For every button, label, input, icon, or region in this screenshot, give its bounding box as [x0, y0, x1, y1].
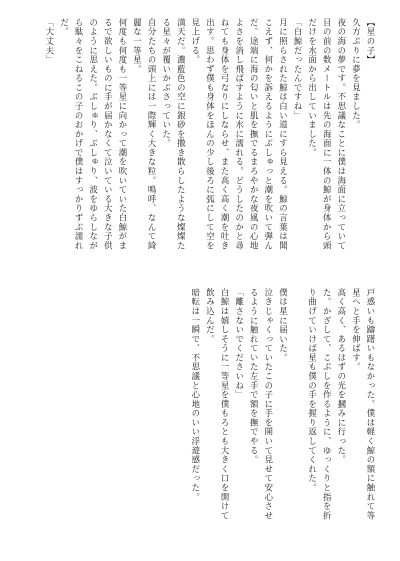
document-title: 【星の子】 [366, 18, 376, 65]
paragraph: 僕は星に届いた。 [278, 287, 289, 362]
paragraph: 満天だ。濃藍色の空に銀砂を撒き散らしたような燦燦たる星々が覆いかぶさっていた。 [161, 18, 187, 251]
vertical-text-body [22, 18, 378, 523]
blank-line [290, 288, 305, 524]
paragraph: 泣きじゃくっていたこの子に手を開いて見せて安心させるように触れていた左手で額を撫でやる。 [249, 287, 274, 520]
paragraph: 戸惑いも躊躇いもなかった。僕は軽く鯨の額に触れて等星へと手を伸ばす。 [351, 287, 376, 520]
paragraph: 久方ぶりに夢を見ました。 [351, 18, 362, 130]
paragraph: 「離さないでくださいね」 [234, 287, 245, 399]
paragraph: 「大丈夫」 [44, 18, 55, 65]
paragraph: 何度も何度も一等星に向かって潮を吹いていた白鯨がまるで欲しいものに手が届かなくて泣いている大きな子供のように思えた。ぶしゅり、ぶしゅり、波をゆらしながら駄々をこねるこの子のおかげで僕はすっかりずぶ濡れだ。 [59, 18, 128, 251]
paragraph: 自分たちの頭上には一際輝く大きな粒。鳴呼、なんて綺麗な一等星。 [132, 18, 158, 251]
paragraph: 暗転は一瞬で、不思議と心地のいい浮遊感だった。 [190, 287, 201, 502]
paragraph: 夜の海の夢です。不思議なことに僕は海面に立っていて目の前の数メートルは先の海面に一体の鯨が身体から頭だけを水面から出していました。 [307, 18, 347, 251]
paragraph: 「白鯨だったんですね」 [293, 18, 304, 121]
paragraph: 高く高く、あるはずの光を摑みに行った。 [336, 287, 347, 465]
paragraph: 白鯨は嬉しそうに一等星を僕もろとも大きく口を開けて飲み込んだ。 [205, 287, 231, 520]
paragraph: 月に照らされた鯨は白い道にすら見える。鯨の言葉は聞こえず、何かを訴えるようにぶしゅっと潮を吹いて弾んだ。途端に海の匂いと肌を撫でるまろやかな夜風の心地よさを消し飛ばすように水に濡れる。どうしたのかと尋ねても身体を弓なりにしならせ、また高く高く潮を吐き出す。思わず僕も身体をほんの少し後ろに弧にして空を見上げる。 [190, 18, 289, 251]
paragraph: た。かざして、こぶしを作るように、ゆっくりと指を折り曲げていけば星も僕の手を握り返してくれた。 [307, 287, 333, 520]
